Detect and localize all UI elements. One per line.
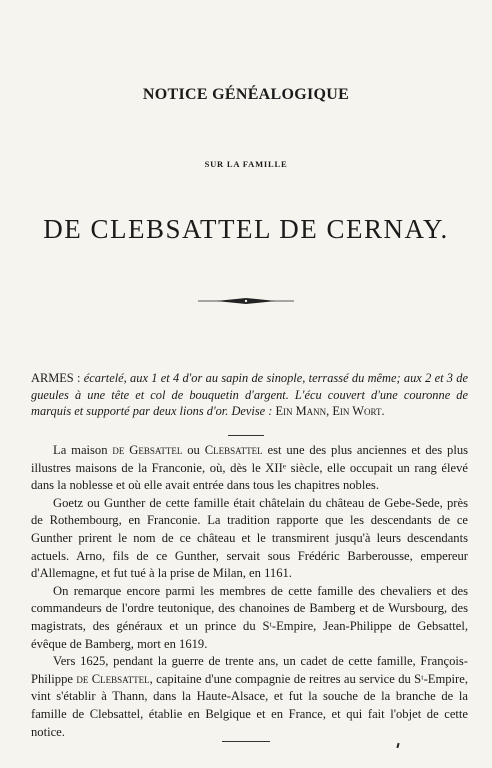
paragraph-2: Goetz ou Gunther de cette famille était châtelain du château de Gebe-Sede, près de Rothembourg, en Franconie. La tradition rapporte que les descendants de ce Gunther prirent le nom de ce château et le transmirent jusqu'à leurs descendants actuels. Arno, fils de ce Gunther, servait sous Frédéric Barberousse, empereur d'Allemagne, et fut tué à la prise de Milan, en 1161. <box>31 495 468 581</box>
body-text <box>31 442 468 741</box>
p4-text-a: Vers 1625, pendant la guerre de trente ans, un cadet de cette famille, François-Philippe <box>31 654 468 686</box>
coat-of-arms-description <box>31 370 468 420</box>
arms-motto: Ein Mann, Ein Wort. <box>275 404 385 418</box>
notice-subtitle: SUR LA FAMILLE <box>204 159 288 169</box>
family-name-heading: DE CLEBSATTEL DE CERNAY. <box>43 214 449 244</box>
paragraph-3: On remarque encore parmi les membres de cette famille des chevaliers et des commandeurs de l'ordre teutonique, des chanoines de Bamberg et de Wursbourg, des magistrats, des généraux et un prince du Sᵗ-Empire, Jean-Philippe de Gebsattel, évêque de Bamberg, mort en 1619. <box>31 583 468 651</box>
p1-text-a: La maison <box>53 443 108 457</box>
arms-blazon: écartelé, aux 1 et 4 d'or au sapin de sinople, terrassé du même; aux 2 et 3 de gueules à une tête et col de bouquetin d'argent. L'écu couvert d'une couronne de marquis et supporté par deux lions d'or. Devise : <box>31 371 468 418</box>
arms-label: ARMES : <box>31 371 81 385</box>
p1-name-clebsattel: Clebsattel <box>204 443 263 457</box>
p1-name-gebsattel: de Gebsattel <box>112 443 183 457</box>
notice-title: NOTICE GÉNÉALOGIQUE <box>142 86 350 103</box>
section-rule <box>228 435 264 436</box>
p1-text-c: ou <box>187 443 200 457</box>
p1-text-e: est une des plus anciennes et des plus illustres maisons de la Franconie, où, dès le XIIᵉ siècle, elle occupait un rang élevé dans la noblesse et où elle avait entrée dans tous les chapitres nobles. <box>31 443 469 493</box>
end-rule <box>222 741 270 742</box>
p4-text-c: , capitaine d'une compagnie de reitres au service du Sᵗ-Empire, vint s'établir à Thann, dans la Haute-Alsace, et fut la souche de la branche de la famille de Clebsattel, établie en Belgique et en France, et qui fait l'objet de cette notice. <box>31 671 468 739</box>
p4-name-clebsattel: de Clebsattel <box>76 671 150 686</box>
paragraph-4 <box>31 653 468 741</box>
ornamental-divider <box>196 294 296 308</box>
ink-speck <box>396 743 399 748</box>
paragraph-1 <box>31 442 468 495</box>
